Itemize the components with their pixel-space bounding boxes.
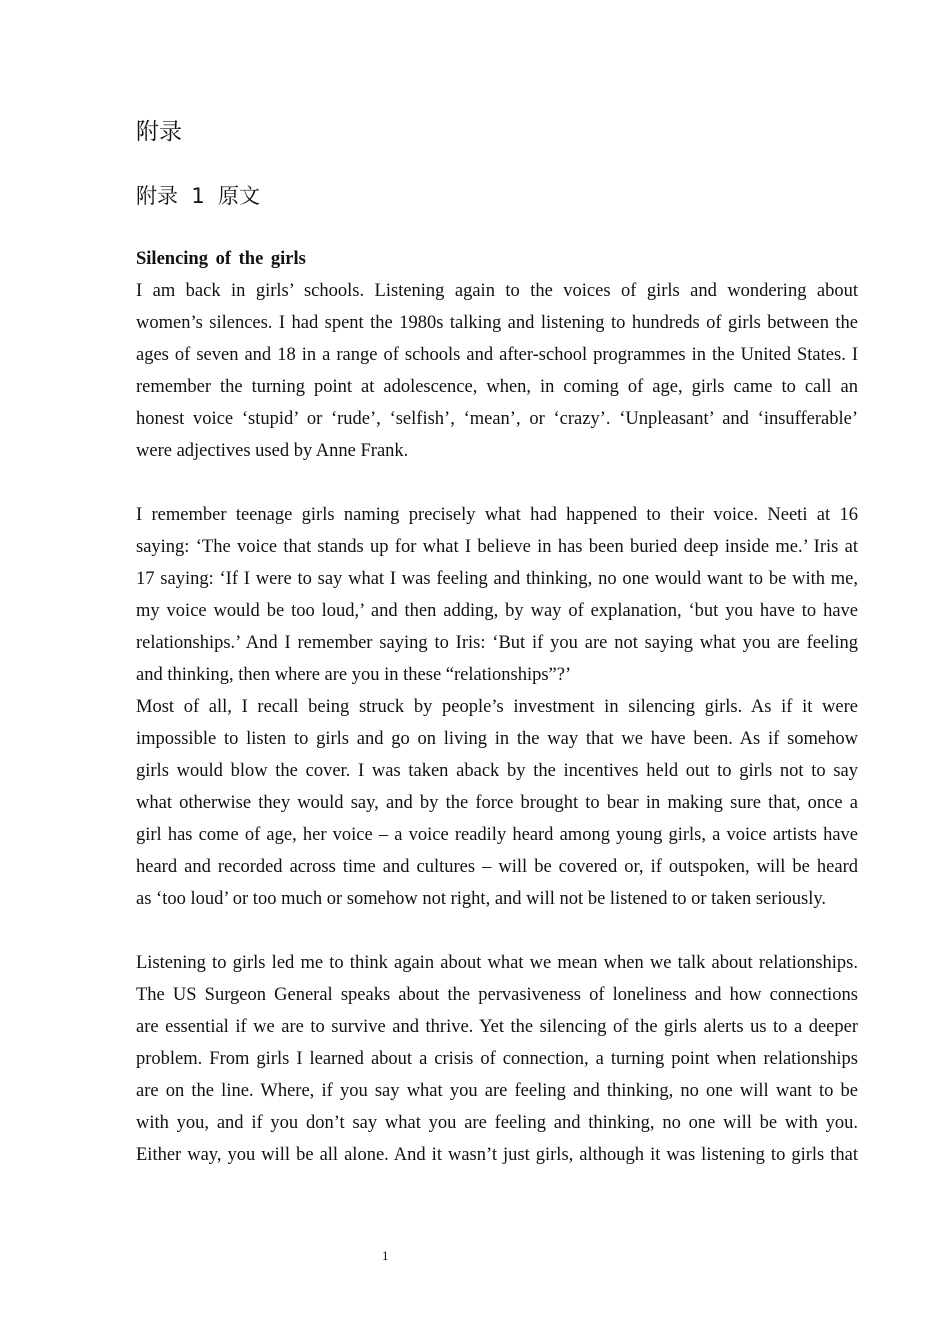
text-line: are essential if we are to survive and thrive. Yet the silencing of the girls alerts us to a deeper: [136, 1017, 858, 1037]
text-line: I am back in girls’ schools. Listening again to the voices of girls and wondering about: [136, 281, 858, 301]
article-body: [136, 243, 858, 1171]
text-line: honest voice ‘stupid’ or ‘rude’, ‘selfish’, ‘mean’, or ‘crazy’. ‘Unpleasant’ and ‘insufferable’: [136, 409, 858, 429]
text-line: with you, and if you don’t say what you are feeling and thinking, no one will be with you.: [136, 1113, 858, 1133]
text-line: 17 saying: ‘If I were to say what I was feeling and thinking, no one would want to be with me,: [136, 569, 858, 589]
paragraph: [136, 499, 858, 691]
text-line: Listening to girls led me to think again about what we mean when we talk about relationships.: [136, 953, 858, 973]
text-line: are on the line. Where, if you say what you are feeling and thinking, no one will want to be: [136, 1081, 858, 1101]
text-line: remember the turning point at adolescence, when, in coming of age, girls came to call an: [136, 377, 858, 397]
text-line: my voice would be too loud,’ and then adding, by way of explanation, ‘but you have to have: [136, 601, 858, 621]
text-line: girls would blow the cover. I was taken aback by the incentives held out to girls not to say: [136, 761, 858, 781]
text-line: were adjectives used by Anne Frank.: [136, 441, 409, 461]
paragraph: [136, 947, 858, 1171]
paragraph: [136, 691, 858, 915]
text-line: what otherwise they would say, and by the force brought to bear in making sure that, once a: [136, 793, 858, 813]
text-line: girl has come of age, her voice – a voice readily heard among young girls, a voice artists have: [136, 825, 858, 845]
article-title: Silencing of the girls: [136, 249, 306, 269]
appendix-1-heading: 附录 1 原文: [136, 184, 261, 208]
text-line: impossible to listen to girls and go on living in the way that we have been. As if somehow: [136, 729, 858, 749]
paragraph-gap: [136, 915, 858, 947]
text-line: The US Surgeon General speaks about the pervasiveness of loneliness and how connections: [136, 985, 858, 1005]
text-line: as ‘too loud’ or too much or somehow not right, and will not be listened to or taken seriously.: [136, 889, 827, 909]
text-line: ages of seven and 18 in a range of schools and after-school programmes in the United States. I: [136, 345, 858, 365]
text-line: Most of all, I recall being struck by people’s investment in silencing girls. As if it were: [136, 697, 858, 717]
text-line: and thinking, then where are you in these “relationships”?’: [136, 665, 572, 685]
article-paragraphs: [136, 275, 858, 1171]
text-line: women’s silences. I had spent the 1980s talking and listening to hundreds of girls between the: [136, 313, 858, 333]
text-line: I remember teenage girls naming precisely what had happened to their voice. Neeti at 16: [136, 505, 858, 525]
text-line: heard and recorded across time and cultures – will be covered or, if outspoken, will be heard: [136, 857, 858, 877]
page-number: 1: [382, 1248, 389, 1263]
text-line: Either way, you will be all alone. And it wasn’t just girls, although it was listening to girls that: [136, 1145, 858, 1165]
text-line: relationships.’ And I remember saying to Iris: ‘But if you are not saying what you are feeling: [136, 633, 858, 653]
text-line: problem. From girls I learned about a crisis of connection, a turning point when relationships: [136, 1049, 858, 1069]
paragraph-gap: [136, 467, 858, 499]
paragraph: [136, 275, 858, 467]
text-line: saying: ‘The voice that stands up for what I believe in has been buried deep inside me.’ Iris at: [136, 537, 858, 557]
appendix-heading: 附录: [136, 119, 182, 145]
